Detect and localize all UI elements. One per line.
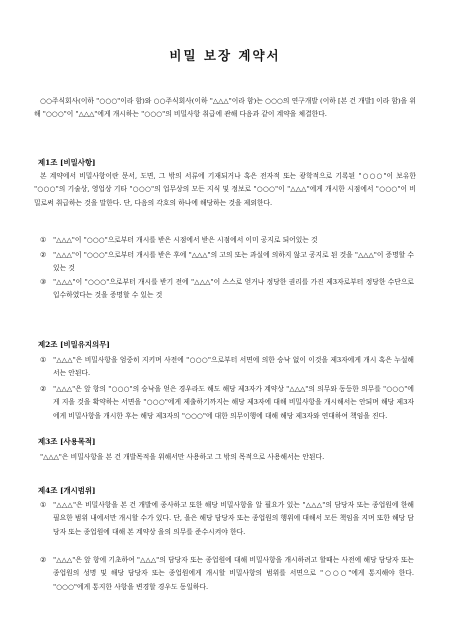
item-text: "△△△"은 비밀사항을 본 건 개발에 종사하고 또한 해당 비밀사항을 알 필요가 있는 "△△△"의 담당자 또는 종업원에 한해 필요한 범위 내에서만 개시할 수가 있다. 단, 을은 해당 담당자 또는 종업원의 행위에 대해서 모든 책임을 지며 또한 해당 담당자 또는 종업원에 대해 본 계약상 을의 의무를 준수시켜야 한다.: [53, 501, 414, 536]
article-4-item-2: [40, 554, 414, 594]
item-number: ②: [40, 556, 47, 564]
item-number: ①: [40, 501, 47, 509]
article-3-body: "△△△"은 비밀사항을 본 건 개발목적을 위해서만 사용하고 그 밖의 목적으로 사용해서는 안된다.: [40, 453, 325, 461]
article-4-title: 제4조 [개시범위]: [38, 486, 96, 495]
article-1-body: 본 계약에서 비밀사항이란 문서, 도면, 그 밖의 서류에 기재되거나 혹은 전자적 또는 광학적으로 기록된 "○○○"이 보유한 "○○○"의 기술상, 영업상 기타 "○○○"의 업무상의 모든 지식 및 정보로 "○○○"이 "△△△"에게 개시한 시점에서 "○○○"이 비밀로써 취급하는 것을 말한다. 단, 다음의 각호의 하나에 해당하는 것을 제외한다.: [34, 172, 416, 207]
item-number: ②: [40, 385, 47, 393]
document-title: 비밀 보장 계약서: [169, 48, 281, 63]
item-text: "△△△"이 "○○○"으로부터 개시를 받은 시점에서 받은 시점에서 이미 공지로 되어있는 것: [53, 236, 318, 244]
item-number: ②: [40, 251, 47, 259]
article-1-title: 제1조 [비밀사항]: [38, 158, 96, 167]
article-2-item-2: [40, 383, 414, 423]
item-text: "△△△"은 앞 항에 기초하여 "△△△"의 담당자 또는 종업원에 대해 비밀사항을 개시하려고 할때는 사전에 해당 담당자 또는 종업원의 성명 및 해당 담당자 또는 종업원에게 개시할 비밀사항의 범위를 서면으로 "○○○"에게 통지해야 한다. "○○○"에게 통지한 사항을 변경할 경우도 동일하다.: [53, 556, 414, 591]
item-number: ①: [40, 356, 47, 364]
article-2-title: 제2조 [비밀유지의무]: [38, 340, 110, 349]
article-1-item-1: [40, 234, 414, 247]
article-3-title: 제3조 [사용목적]: [38, 437, 96, 446]
item-text: "△△△"은 비밀사항을 엄중히 지키며 사전에 "○○○"으로부터 서면에 의한 승낙 없이 이것을 제3자에게 개시 혹은 누설해서는 안된다.: [53, 356, 414, 378]
item-text: "△△△"은 앞 항의 "○○○"의 승낙을 얻은 경우라도 해도 해당 제3자가 계약상 "△△△"의 의무와 동등한 의무를 "○○○"에게 지을 것을 확약하는 서면을 "○○○"에게 제출하기까지는 해당 제3자에 대해 비밀사항을 개시해서는 안되며 해당 제3자에게 비밀사항을 개시한 후는 해당 제3자의 "○○○"에 대한 의무이행에 대해 해당 제3자와 연대하여 책임을 진다.: [53, 385, 414, 420]
intro-paragraph: ○○주식회사(이하 "○○○"이라 함)와 ○○주식회사(이하 "△△△"이라 함)는 ○○○의 연구개발 (이하 [본 건 개발] 이라 함)을 위해 "○○○"이 "△△△"에게 개시하는 "○○○"의 비밀사항 취급에 관해 다음과 같이 계약을 체결한다.: [34, 97, 416, 119]
item-number: ①: [40, 236, 47, 244]
article-1-item-3: [40, 276, 414, 303]
article-4-item-1: [40, 499, 414, 539]
item-number: ③: [40, 278, 47, 286]
item-text: "△△△"이 "○○○"으로부터 개시를 받기 전에 "△△△"이 스스로 얻거나 정당한 권리를 가진 제3자로부터 정당한 수단으로 입수하였다는 것을 증명할 수 있는 것: [53, 278, 414, 300]
article-2-item-1: [40, 354, 414, 381]
article-1-item-2: [40, 249, 414, 276]
item-text: "△△△"이 "○○○"으로부터 개시를 받은 후에 "△△△"의 고의 또는 과실에 의하지 않고 공지로 된 것을 "△△△"이 증명할 수 있는 것: [53, 251, 414, 273]
